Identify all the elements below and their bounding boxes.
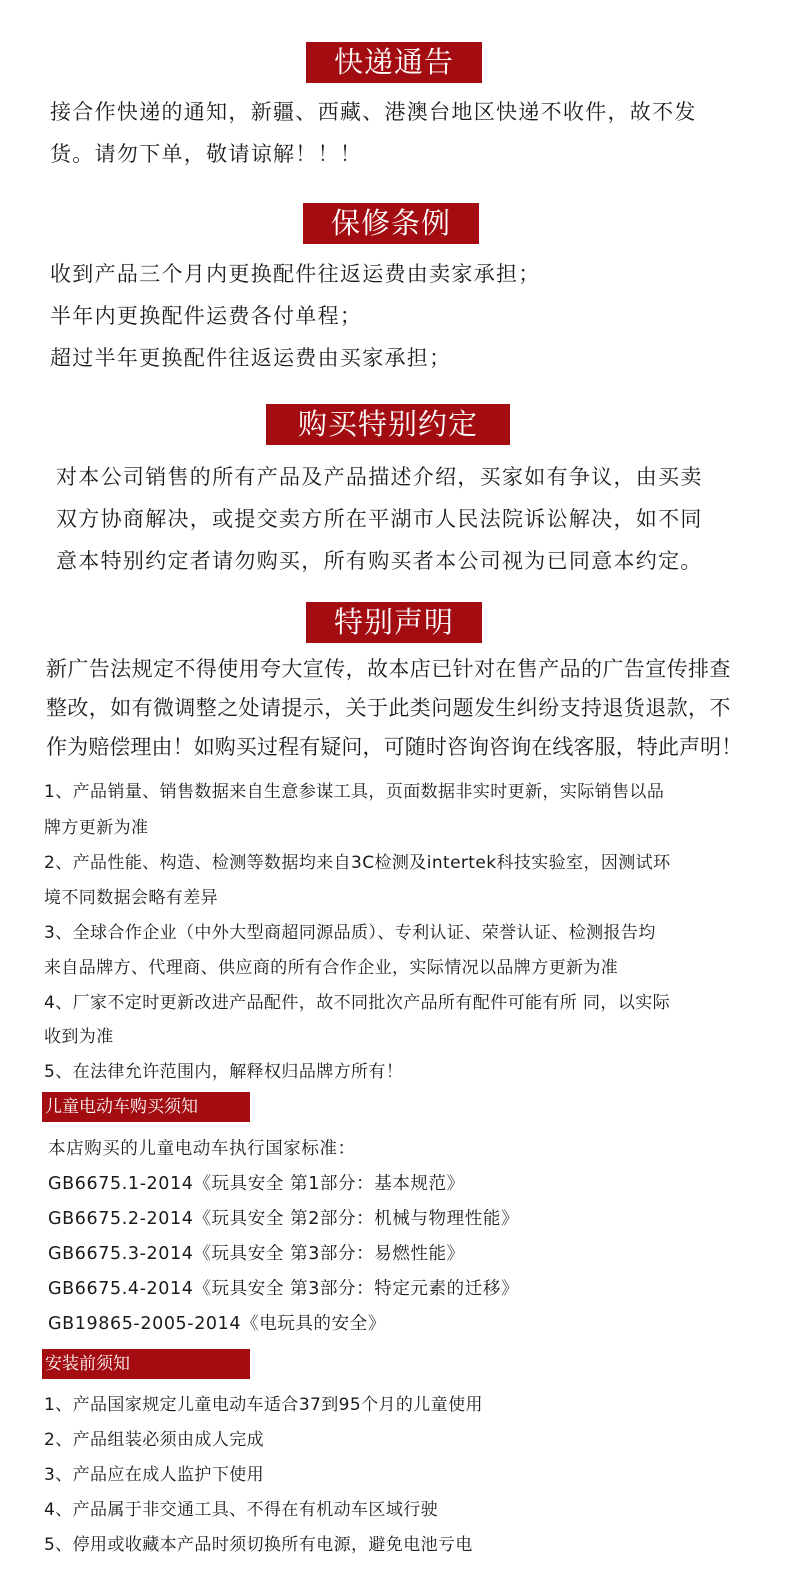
kids-car-standard-1: GB6675.1-2014《玩具安全 第1部分：基本规范》 xyxy=(48,1174,465,1194)
install-line-1: 1、产品国家规定儿童电动车适合37到95个月的儿童使用 xyxy=(44,1395,483,1415)
warranty-title: 保修条例 xyxy=(303,203,479,244)
kids-car-standard-5: GB19865-2005-2014《电玩具的安全》 xyxy=(48,1314,386,1334)
install-line-2: 2、产品组装必须由成人完成 xyxy=(44,1430,265,1450)
install-line-5: 5、停用或收藏本产品时须切换所有电源，避免电池亏电 xyxy=(44,1535,473,1555)
kids-car-standard-2: GB6675.2-2014《玩具安全 第2部分：机械与物理性能》 xyxy=(48,1209,520,1229)
statement-item-5: 5、在法律允许范围内，解释权归品牌方所有！ xyxy=(44,1062,404,1082)
pre-install-notice-title: 安装前须知 xyxy=(42,1349,250,1379)
purchase-agreement-line-3: 意本特别约定者请勿购买，所有购买者本公司视为已同意本约定。 xyxy=(56,549,703,573)
kids-car-standard-4: GB6675.4-2014《玩具安全 第3部分：特定元素的迁移》 xyxy=(48,1279,520,1299)
statement-item-1a: 1、产品销量、销售数据来自生意参谋工具，页面数据非实时更新，实际销售以品 xyxy=(44,782,665,802)
statement-item-2b: 境不同数据会略有差异 xyxy=(44,888,218,908)
purchase-agreement-line-1: 对本公司销售的所有产品及产品描述介绍，买家如有争议，由买卖 xyxy=(56,465,703,489)
purchase-agreement-line-2: 双方协商解决，或提交卖方所在平湖市人民法院诉讼解决，如不同 xyxy=(56,507,703,531)
kids-car-standard-3: GB6675.3-2014《玩具安全 第3部分：易燃性能》 xyxy=(48,1244,465,1264)
statement-item-3b: 来自品牌方、代理商、供应商的所有合作企业，实际情况以品牌方更新为准 xyxy=(44,958,619,978)
express-notice-line-1: 接合作快递的通知，新疆、西藏、港澳台地区快递不收件，故不发 xyxy=(50,100,697,124)
statement-line-1: 新广告法规定不得使用夸大宣传，故本店已针对在售产品的广告宣传排查 xyxy=(46,657,731,681)
statement-item-4a: 4、厂家不定时更新改进产品配件，故不同批次产品所有配件可能有所 同，以实际 xyxy=(44,993,671,1013)
statement-item-4b: 收到为准 xyxy=(44,1027,114,1047)
kids-car-line-1: 本店购买的儿童电动车执行国家标准： xyxy=(48,1139,356,1159)
purchase-agreement-title: 购买特别约定 xyxy=(266,404,510,445)
kids-car-notice-title: 儿童电动车购买须知 xyxy=(42,1092,250,1122)
statement-item-2a: 2、产品性能、构造、检测等数据均来自3C检测及intertek科技实验室，因测试环 xyxy=(44,853,671,873)
express-notice-line-2: 货。请勿下单，敬请谅解！！！ xyxy=(50,142,363,166)
special-statement-title: 特别声明 xyxy=(306,602,482,643)
warranty-line-1: 收到产品三个月内更换配件往返运费由卖家承担； xyxy=(50,262,541,286)
warranty-line-2: 半年内更换配件运费各付单程； xyxy=(50,304,363,328)
statement-item-1b: 牌方更新为准 xyxy=(44,818,149,838)
warranty-line-3: 超过半年更换配件往返运费由买家承担； xyxy=(50,346,452,370)
statement-line-2: 整改，如有微调整之处请提示，关于此类问题发生纠纷支持退货退款，不 xyxy=(46,696,731,720)
install-line-4: 4、产品属于非交通工具、不得在有机动车区域行驶 xyxy=(44,1500,439,1520)
statement-item-3a: 3、全球合作企业（中外大型商超同源品质）、专利认证、荣誉认证、检测报告均 xyxy=(44,923,656,943)
express-notice-title: 快递通告 xyxy=(306,42,482,83)
statement-line-3: 作为赔偿理由！如购买过程有疑问，可随时咨询咨询在线客服，特此声明！ xyxy=(46,735,743,759)
install-line-3: 3、产品应在成人监护下使用 xyxy=(44,1465,265,1485)
